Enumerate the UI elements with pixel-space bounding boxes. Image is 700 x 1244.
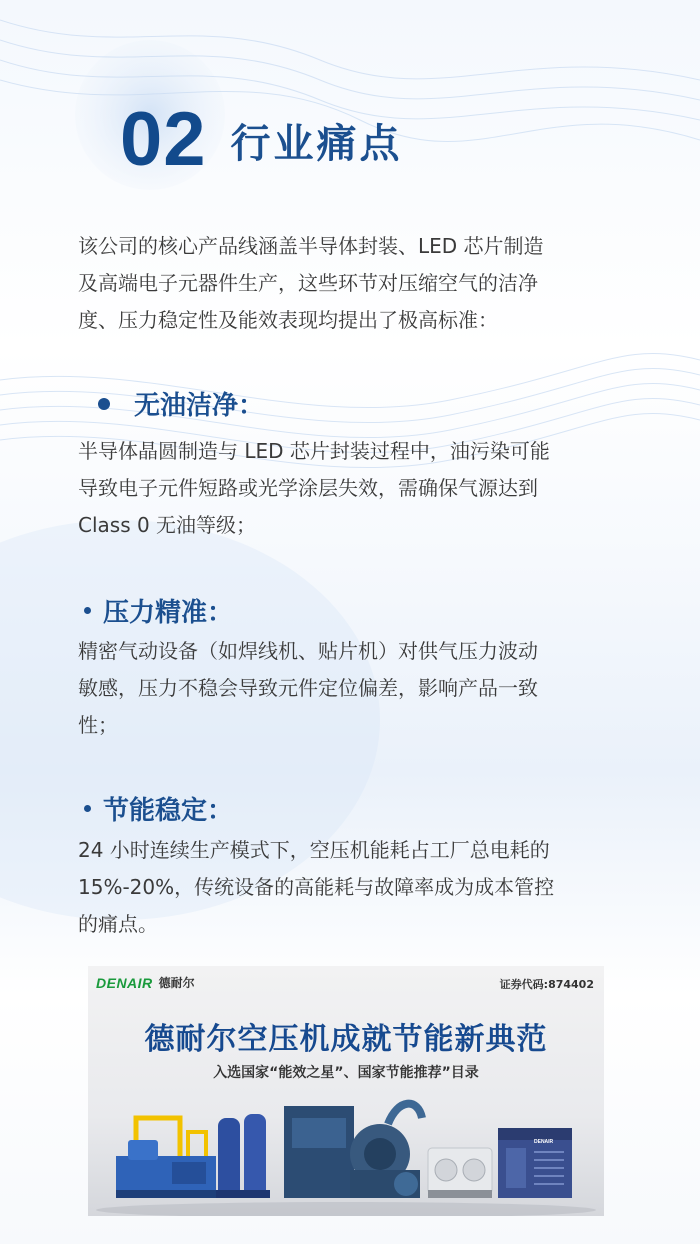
point-heading-pressure: [84, 592, 233, 629]
compressor-machines-illustration: [88, 1078, 604, 1216]
screw-compressor-graphic: [428, 1148, 492, 1198]
cabinet-brand-label: DENAIR: [534, 1139, 554, 1145]
section-number: 02: [120, 97, 207, 182]
point-body-energy: [78, 832, 638, 943]
brand-logo: [96, 974, 195, 991]
intro-line: 度、压力稳定性及能效表现均提出了极高标准：: [78, 308, 498, 332]
section-heading: [120, 97, 403, 182]
banner-title: 德耐尔空压机成就节能新典范: [144, 1022, 548, 1057]
point-title: 压力精准：: [103, 598, 234, 628]
bullet-dot-icon: [84, 607, 91, 614]
point-body-oil-free: [78, 433, 638, 544]
centrifugal-compressor-graphic: [284, 1104, 422, 1198]
intro-line: 该公司的核心产品线涵盖半导体封装、LED 芯片制造: [78, 234, 544, 258]
point-heading-oil-free: [98, 385, 264, 422]
point-title: 无油洁净：: [134, 391, 265, 421]
point-title: 节能稳定：: [103, 796, 234, 826]
product-banner-image: [88, 966, 604, 1216]
intro-line: 及高端电子元器件生产，这些环节对压缩空气的洁净: [78, 271, 538, 295]
brand-logo-en: DENAIR: [96, 974, 153, 991]
point-line: 的痛点。: [78, 912, 158, 936]
stock-code: 证券代码:874402: [499, 978, 594, 991]
point-line: Class 0 无油等级；: [78, 513, 257, 537]
banner-subtitle: 入选国家“能效之星”、国家节能推荐”目录: [213, 1065, 479, 1081]
dryer-towers-graphic: [216, 1114, 270, 1198]
section-title: 行业痛点: [230, 120, 403, 167]
point-line: 性；: [78, 713, 118, 737]
point-heading-energy: [84, 790, 233, 827]
point-line: 15%-20%，传统设备的高能耗与故障率成为成本管控: [78, 875, 555, 899]
cabinet-compressor-graphic: [498, 1128, 572, 1198]
point-body-pressure: [78, 633, 638, 744]
skid-compressor-graphic: [116, 1118, 216, 1198]
point-line: 24 小时连续生产模式下，空压机能耗占工厂总电耗的: [78, 838, 550, 862]
point-line: 精密气动设备（如焊线机、贴片机）对供气压力波动: [78, 639, 538, 663]
bullet-dot-icon: [98, 398, 110, 410]
point-line: 半导体晶圆制造与 LED 芯片封装过程中，油污染可能: [78, 439, 550, 463]
intro-paragraph: [78, 228, 638, 339]
point-line: 敏感，压力不稳会导致元件定位偏差，影响产品一致: [78, 676, 538, 700]
point-line: 导致电子元件短路或光学涂层失效，需确保气源达到: [78, 476, 538, 500]
bullet-dot-icon: [84, 805, 91, 812]
brand-logo-cn: 德耐尔: [158, 976, 195, 990]
